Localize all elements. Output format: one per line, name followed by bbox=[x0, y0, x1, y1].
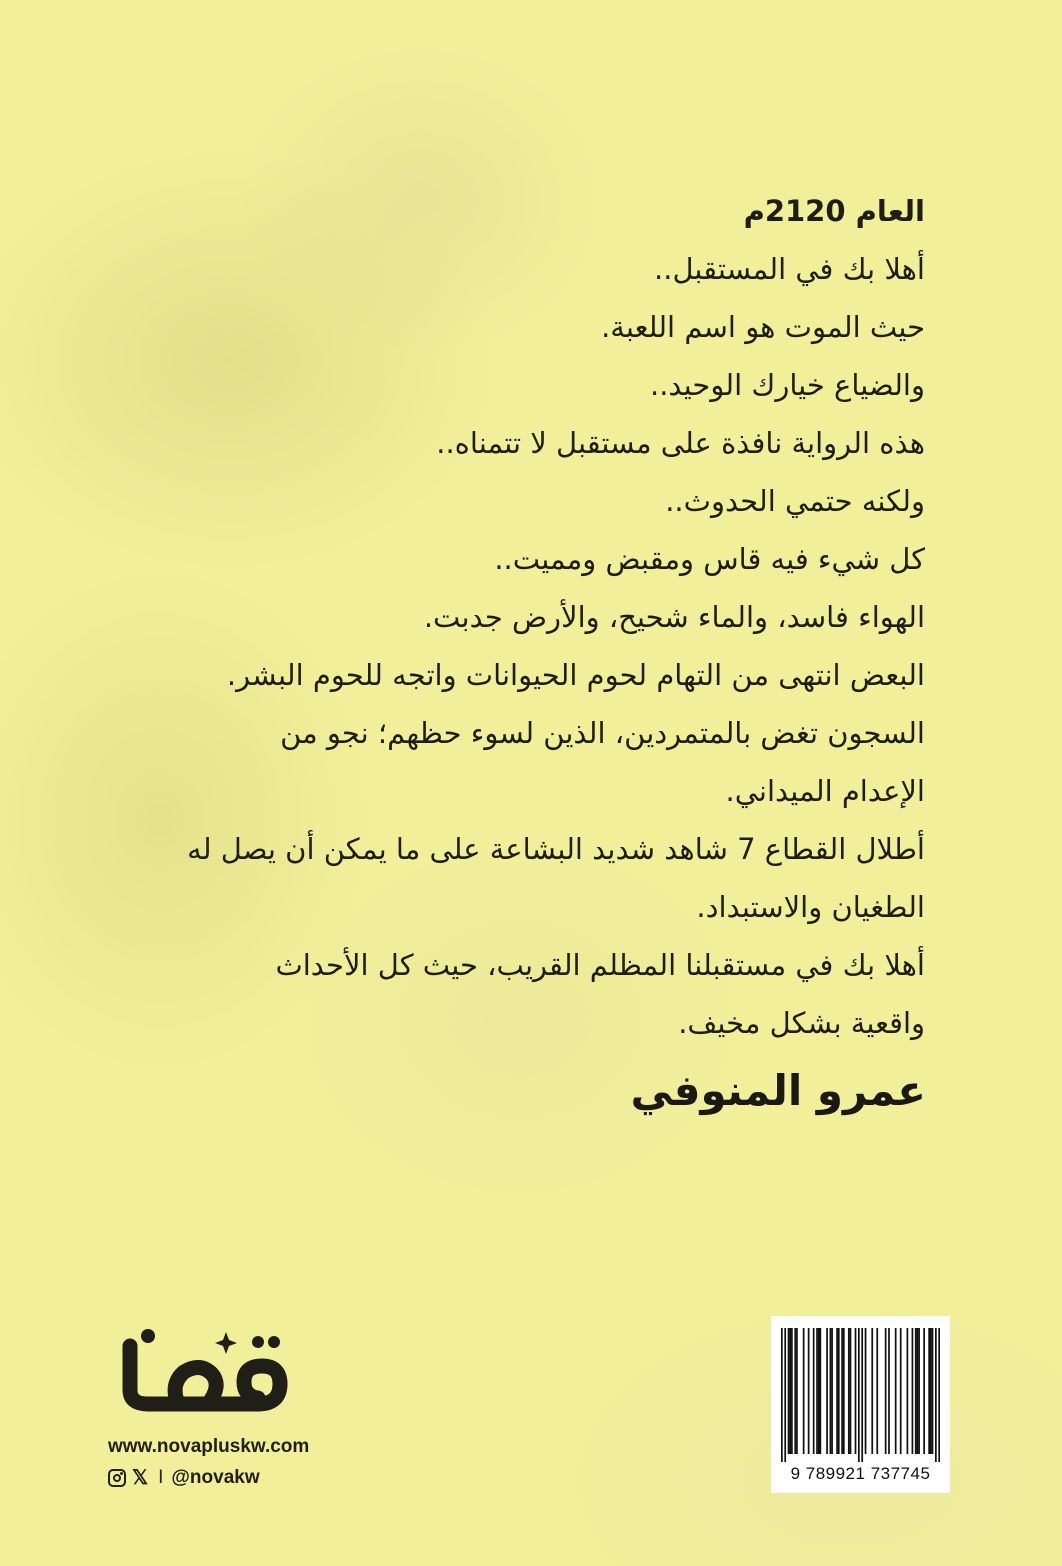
blurb-line: أهلا بك في مستقبلنا المظلم القريب، حيث كل الأحداث bbox=[275, 948, 925, 982]
blurb-line: البعض انتهى من التهام لحوم الحيوانات واتجه للحوم البشر. bbox=[226, 658, 925, 692]
barcode-bar bbox=[830, 1328, 832, 1454]
blurb-line: الطغيان والاستبداد. bbox=[696, 890, 925, 924]
blurb bbox=[165, 188, 925, 1052]
barcode-bar bbox=[816, 1328, 818, 1454]
blurb-line: الهواء فاسد، والماء شحيح، والأرض جدبت. bbox=[423, 600, 925, 634]
blurb-line: ولكنه حتمي الحدوث.. bbox=[665, 484, 925, 518]
barcode-bar bbox=[794, 1328, 796, 1454]
barcode-bar bbox=[923, 1328, 925, 1454]
barcode-bar bbox=[819, 1328, 821, 1454]
barcode-bar bbox=[843, 1328, 845, 1454]
publisher-website[interactable]: www.novapluskw.com bbox=[108, 1436, 310, 1457]
barcode-bar bbox=[813, 1328, 815, 1454]
blurb-line: الإعدام الميداني. bbox=[725, 774, 925, 808]
barcode-bar bbox=[850, 1328, 852, 1454]
barcode-bar bbox=[788, 1328, 790, 1454]
blurb-line: كل شيء فيه قاس ومقبض ومميت.. bbox=[494, 542, 925, 576]
blurb-line: هذه الرواية نافذة على مستقبل لا تتمناه.. bbox=[436, 426, 925, 460]
blurb-line: واقعية بشكل مخيف. bbox=[678, 1006, 925, 1040]
barcode-bar bbox=[789, 1328, 791, 1454]
barcode-bar bbox=[935, 1328, 937, 1462]
barcode-bar bbox=[838, 1328, 840, 1454]
barcode-bar bbox=[826, 1328, 828, 1454]
barcode-bar bbox=[855, 1328, 857, 1454]
barcode-bar bbox=[871, 1328, 873, 1454]
barcode-bar bbox=[796, 1328, 798, 1454]
blurb-title: العام 2120م bbox=[743, 194, 925, 228]
barcode-bar bbox=[930, 1328, 932, 1454]
blurb-line: أهلا بك في المستقبل.. bbox=[654, 252, 925, 286]
barcode-bar bbox=[818, 1328, 820, 1454]
barcode-bar bbox=[888, 1328, 890, 1454]
barcode-bar bbox=[912, 1328, 914, 1454]
barcode-bar bbox=[791, 1328, 793, 1454]
x-icon[interactable]: 𝕏 bbox=[132, 1467, 149, 1489]
separator: I bbox=[158, 1467, 164, 1488]
publisher-social bbox=[108, 1466, 260, 1490]
barcode-bar bbox=[938, 1328, 940, 1462]
blurb-line: أطلال القطاع 7 شاهد شديد البشاعة على ما يمكن أن يصل له bbox=[187, 832, 925, 866]
barcode-bar bbox=[858, 1328, 860, 1462]
barcode-bar bbox=[808, 1328, 810, 1454]
barcode-bar bbox=[803, 1328, 805, 1454]
publisher-handle[interactable]: @novakw bbox=[171, 1467, 260, 1488]
barcode-bar bbox=[865, 1328, 867, 1454]
barcode-bar bbox=[928, 1328, 930, 1454]
barcode-bar bbox=[836, 1328, 838, 1454]
barcode-bar bbox=[876, 1328, 878, 1454]
barcode-bar bbox=[781, 1328, 783, 1462]
barcode-bar bbox=[885, 1328, 887, 1454]
blurb-line: والضياع خيارك الوحيد.. bbox=[649, 368, 925, 402]
barcode-bar bbox=[932, 1328, 934, 1454]
barcode-bar bbox=[841, 1328, 843, 1454]
instagram-icon[interactable] bbox=[108, 1469, 126, 1487]
barcode-bar bbox=[784, 1328, 786, 1462]
barcode-bar bbox=[917, 1328, 919, 1454]
barcode-bar bbox=[900, 1328, 902, 1454]
barcode-bar bbox=[848, 1328, 850, 1454]
barcode-bars bbox=[781, 1328, 940, 1462]
blurb-line: حيث الموت هو اسم اللعبة. bbox=[601, 310, 925, 344]
barcode bbox=[771, 1316, 950, 1493]
barcode-bar bbox=[861, 1328, 863, 1462]
publisher-logo bbox=[108, 1318, 298, 1418]
isbn-digits: 9 789921 737745 bbox=[790, 1464, 931, 1483]
barcode-bar bbox=[907, 1328, 909, 1454]
author-name: عمرو المنوفي bbox=[630, 1066, 926, 1115]
barcode-bar bbox=[918, 1328, 920, 1454]
barcode-bar bbox=[895, 1328, 897, 1454]
barcode-bar bbox=[831, 1328, 833, 1454]
blurb-line: السجون تغض بالمتمردين، الذين لسوء حظهم؛ نجو من bbox=[280, 716, 925, 750]
barcode-bar bbox=[915, 1328, 917, 1454]
